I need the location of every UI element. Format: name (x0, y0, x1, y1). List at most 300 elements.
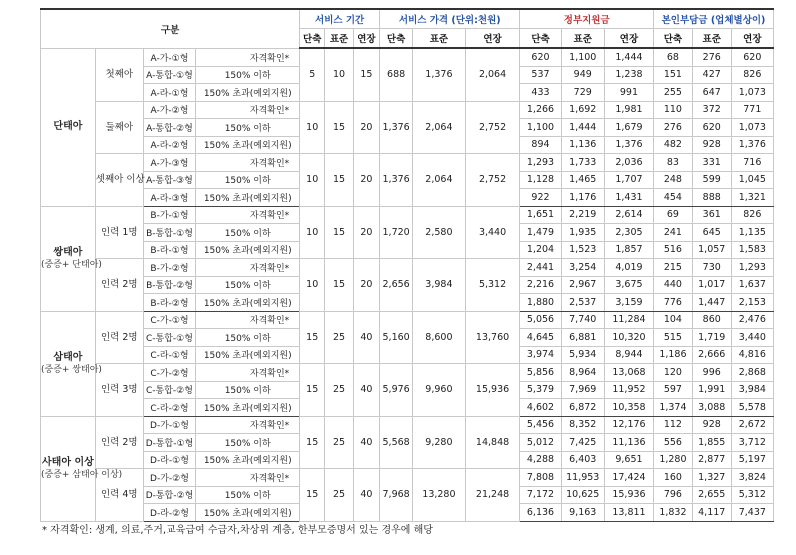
self-pay-value: 888 (692, 189, 731, 207)
gov-support-value: 5,456 (520, 416, 561, 434)
criteria: 150% 이하 (196, 66, 300, 84)
voucher-type: B-가-②형 (143, 259, 196, 277)
gov-support-value: 17,424 (604, 469, 653, 487)
criteria: 150% 이하 (196, 171, 300, 189)
self-pay-value: 255 (654, 84, 693, 102)
header-self-pay: 본인부담금 (업체별상이) (654, 9, 774, 29)
subgroup-label: 인력 2명 (95, 259, 143, 312)
self-pay-value: 69 (654, 206, 693, 224)
header-row-1 (41, 9, 774, 29)
sub-header-short: 단축 (520, 29, 561, 49)
voucher-type: B-라-①형 (143, 241, 196, 259)
service-period-value: 40 (353, 469, 379, 522)
self-pay-value: 1,135 (731, 224, 773, 242)
self-pay-value: 248 (654, 171, 693, 189)
self-pay-value: 771 (731, 101, 773, 119)
gov-support-value: 2,441 (520, 259, 561, 277)
service-price-value: 1,376 (380, 154, 413, 207)
gov-support-value: 620 (520, 48, 561, 66)
service-price-value: 14,848 (465, 416, 520, 469)
criteria: 150% 초과(예외지원) (196, 399, 300, 417)
gov-support-value: 1,707 (604, 171, 653, 189)
service-price-value: 9,960 (413, 364, 466, 417)
gov-support-value: 1,444 (561, 119, 604, 137)
gov-support-value: 1,176 (561, 189, 604, 207)
criteria: 자격확인* (196, 206, 300, 224)
service-price-value: 13,280 (413, 469, 466, 522)
self-pay-value: 860 (692, 311, 731, 329)
voucher-type: A-가-③형 (143, 154, 196, 172)
self-pay-value: 1,073 (731, 84, 773, 102)
criteria: 자격확인* (196, 259, 300, 277)
gov-support-value: 11,284 (604, 311, 653, 329)
service-price-value: 2,752 (465, 154, 520, 207)
self-pay-value: 3,088 (692, 399, 731, 417)
service-period-value: 15 (325, 101, 354, 154)
gov-support-value: 1,431 (604, 189, 653, 207)
self-pay-value: 5,578 (731, 399, 773, 417)
self-pay-value: 620 (731, 48, 773, 66)
self-pay-value: 2,672 (731, 416, 773, 434)
service-price-value: 3,984 (413, 259, 466, 312)
self-pay-value: 7,437 (731, 504, 773, 522)
self-pay-value: 928 (692, 136, 731, 154)
self-pay-value: 4,117 (692, 504, 731, 522)
gov-support-value: 5,056 (520, 311, 561, 329)
subgroup-label: 인력 1명 (95, 206, 143, 259)
service-price-value: 9,280 (413, 416, 466, 469)
sub-header-standard: 표준 (561, 29, 604, 49)
self-pay-value: 1,017 (692, 276, 731, 294)
service-period-value: 15 (300, 364, 325, 417)
subgroup-label: 셋째아 이상 (95, 154, 143, 207)
self-pay-value: 1,855 (692, 434, 731, 452)
gov-support-value: 1,266 (520, 101, 561, 119)
service-period-value: 15 (353, 48, 379, 101)
sub-header-standard: 표준 (325, 29, 354, 49)
service-price-value: 2,580 (413, 206, 466, 259)
subgroup-label: 인력 4명 (95, 469, 143, 522)
self-pay-value: 3,984 (731, 381, 773, 399)
self-pay-value: 1,583 (731, 241, 773, 259)
service-period-value: 10 (300, 259, 325, 312)
service-period-value: 20 (353, 259, 379, 312)
self-pay-value: 120 (654, 364, 693, 382)
gov-support-value: 5,856 (520, 364, 561, 382)
voucher-type: A-가-①형 (143, 48, 196, 66)
gov-support-value: 922 (520, 189, 561, 207)
voucher-type: B-라-②형 (143, 294, 196, 312)
sub-header-extended: 연장 (731, 29, 773, 49)
gov-support-value: 4,602 (520, 399, 561, 417)
service-period-value: 25 (325, 311, 354, 364)
service-period-value: 20 (353, 154, 379, 207)
gov-support-value: 3,254 (561, 259, 604, 277)
self-pay-value: 104 (654, 311, 693, 329)
service-price-value: 8,600 (413, 311, 466, 364)
service-price-value: 5,312 (465, 259, 520, 312)
self-pay-value: 276 (654, 119, 693, 137)
service-price-value: 2,656 (380, 259, 413, 312)
category-label: 삼태아 (53, 351, 83, 363)
criteria: 150% 이하 (196, 224, 300, 242)
gov-support-value: 1,465 (561, 171, 604, 189)
criteria: 자격확인* (196, 469, 300, 487)
gov-support-value: 1,935 (561, 224, 604, 242)
voucher-type: A-통합-①형 (143, 66, 196, 84)
self-pay-value: 83 (654, 154, 693, 172)
voucher-type: C-통합-①형 (143, 329, 196, 347)
service-price-value: 13,760 (465, 311, 520, 364)
self-pay-value: 5,197 (731, 451, 773, 469)
service-price-value: 2,064 (465, 48, 520, 101)
sub-header-short: 단축 (654, 29, 693, 49)
criteria: 150% 이하 (196, 119, 300, 137)
gov-support-value: 1,444 (604, 48, 653, 66)
gov-support-value: 4,019 (604, 259, 653, 277)
gov-support-value: 7,740 (561, 311, 604, 329)
self-pay-value: 1,280 (654, 451, 693, 469)
voucher-type: B-통합-②형 (143, 276, 196, 294)
service-period-value: 10 (300, 206, 325, 259)
gov-support-value: 3,159 (604, 294, 653, 312)
self-pay-value: 440 (654, 276, 693, 294)
self-pay-value: 515 (654, 329, 693, 347)
voucher-type: C-라-①형 (143, 346, 196, 364)
gov-support-value: 1,981 (604, 101, 653, 119)
gov-support-value: 1,733 (561, 154, 604, 172)
self-pay-value: 151 (654, 66, 693, 84)
subgroup-label: 첫째아 (95, 48, 143, 101)
gov-support-value: 4,645 (520, 329, 561, 347)
self-pay-value: 68 (654, 48, 693, 66)
self-pay-value: 160 (654, 469, 693, 487)
service-period-value: 40 (353, 364, 379, 417)
gov-support-value: 7,425 (561, 434, 604, 452)
service-period-value: 10 (300, 154, 325, 207)
voucher-type: C-가-①형 (143, 311, 196, 329)
self-pay-value: 928 (692, 416, 731, 434)
service-period-value: 40 (353, 416, 379, 469)
category-cell (41, 206, 102, 311)
criteria: 150% 초과(예외지원) (196, 189, 300, 207)
criteria: 자격확인* (196, 154, 300, 172)
service-period-value: 15 (325, 206, 354, 259)
gov-support-value: 3,675 (604, 276, 653, 294)
self-pay-value: 1,321 (731, 189, 773, 207)
voucher-type: D-라-①형 (143, 451, 196, 469)
subgroup-label: 인력 2명 (95, 311, 143, 364)
voucher-type: D-통합-①형 (143, 434, 196, 452)
gov-support-value: 949 (561, 66, 604, 84)
criteria: 150% 이하 (196, 434, 300, 452)
voucher-type: A-통합-③형 (143, 171, 196, 189)
self-pay-value: 215 (654, 259, 693, 277)
sub-header-short: 단축 (380, 29, 413, 49)
self-pay-value: 645 (692, 224, 731, 242)
gov-support-value: 7,172 (520, 486, 561, 504)
gov-support-value: 1,651 (520, 206, 561, 224)
criteria: 150% 이하 (196, 276, 300, 294)
sub-header-extended: 연장 (604, 29, 653, 49)
criteria: 150% 초과(예외지원) (196, 294, 300, 312)
gov-support-value: 2,967 (561, 276, 604, 294)
self-pay-value: 1,327 (692, 469, 731, 487)
gov-support-value: 11,953 (561, 469, 604, 487)
gov-support-value: 6,872 (561, 399, 604, 417)
self-pay-value: 2,476 (731, 311, 773, 329)
voucher-type: C-통합-②형 (143, 381, 196, 399)
service-price-value: 1,376 (413, 48, 466, 101)
gov-support-value: 1,238 (604, 66, 653, 84)
gov-support-value: 5,012 (520, 434, 561, 452)
table-row (41, 259, 774, 277)
sub-header-standard: 표준 (413, 29, 466, 49)
gov-support-value: 2,216 (520, 276, 561, 294)
self-pay-value: 241 (654, 224, 693, 242)
category-sublabel: (중증+ 단태아) (41, 259, 102, 270)
self-pay-value: 1,832 (654, 504, 693, 522)
gov-support-value: 13,811 (604, 504, 653, 522)
criteria: 자격확인* (196, 416, 300, 434)
gov-support-value: 1,136 (561, 136, 604, 154)
gov-support-value: 1,100 (561, 48, 604, 66)
self-pay-value: 776 (654, 294, 693, 312)
gov-support-value: 729 (561, 84, 604, 102)
gov-support-value: 2,614 (604, 206, 653, 224)
voucher-type: A-가-②형 (143, 101, 196, 119)
voucher-price-table (40, 8, 774, 522)
gov-support-value: 1,204 (520, 241, 561, 259)
gov-support-value: 6,403 (561, 451, 604, 469)
gov-support-value: 13,068 (604, 364, 653, 382)
gov-support-value: 894 (520, 136, 561, 154)
service-period-value: 25 (325, 416, 354, 469)
service-period-value: 15 (325, 259, 354, 312)
footnote: * 자격확인: 생계, 의료,주거,교육급여 수급자,차상위 계층, 한부모증명서 있는 경우에 해당 (42, 525, 433, 536)
gov-support-value: 2,537 (561, 294, 604, 312)
service-price-value: 2,752 (465, 101, 520, 154)
gov-support-value: 6,881 (561, 329, 604, 347)
self-pay-value: 1,719 (692, 329, 731, 347)
gov-support-value: 1,692 (561, 101, 604, 119)
self-pay-value: 796 (654, 486, 693, 504)
voucher-type: A-라-③형 (143, 189, 196, 207)
service-price-value: 7,968 (380, 469, 413, 522)
gov-support-value: 2,219 (561, 206, 604, 224)
voucher-type: A-라-①형 (143, 84, 196, 102)
gov-support-value: 2,036 (604, 154, 653, 172)
gov-support-value: 1,128 (520, 171, 561, 189)
self-pay-value: 2,666 (692, 346, 731, 364)
gov-support-value: 9,651 (604, 451, 653, 469)
gov-support-value: 7,808 (520, 469, 561, 487)
gov-support-value: 1,679 (604, 119, 653, 137)
service-period-value: 10 (300, 101, 325, 154)
gov-support-value: 11,952 (604, 381, 653, 399)
self-pay-value: 2,153 (731, 294, 773, 312)
service-price-value: 1,720 (380, 206, 413, 259)
voucher-type: B-통합-①형 (143, 224, 196, 242)
criteria: 자격확인* (196, 311, 300, 329)
self-pay-value: 112 (654, 416, 693, 434)
self-pay-value: 2,877 (692, 451, 731, 469)
header-category: 구분 (41, 9, 300, 48)
self-pay-value: 110 (654, 101, 693, 119)
gov-support-value: 5,934 (561, 346, 604, 364)
criteria: 150% 초과(예외지원) (196, 84, 300, 102)
gov-support-value: 12,176 (604, 416, 653, 434)
criteria: 자격확인* (196, 48, 300, 66)
self-pay-value: 372 (692, 101, 731, 119)
category-cell (41, 48, 96, 206)
table-row (41, 154, 774, 172)
criteria: 150% 이하 (196, 381, 300, 399)
service-period-value: 15 (325, 154, 354, 207)
service-price-value: 5,160 (380, 311, 413, 364)
self-pay-value: 1,447 (692, 294, 731, 312)
self-pay-value: 2,655 (692, 486, 731, 504)
criteria: 150% 초과(예외지원) (196, 136, 300, 154)
service-price-value: 1,376 (380, 101, 413, 154)
table-row (41, 206, 774, 224)
criteria: 150% 초과(예외지원) (196, 241, 300, 259)
table-row (41, 48, 774, 66)
gov-support-value: 8,944 (604, 346, 653, 364)
gov-support-value: 1,857 (604, 241, 653, 259)
service-price-value: 2,064 (413, 101, 466, 154)
self-pay-value: 1,374 (654, 399, 693, 417)
self-pay-value: 556 (654, 434, 693, 452)
self-pay-value: 454 (654, 189, 693, 207)
voucher-type: D-통합-②형 (143, 486, 196, 504)
self-pay-value: 5,312 (731, 486, 773, 504)
self-pay-value: 826 (731, 66, 773, 84)
self-pay-value: 276 (692, 48, 731, 66)
self-pay-value: 730 (692, 259, 731, 277)
voucher-type: D-가-①형 (143, 416, 196, 434)
gov-support-value: 2,305 (604, 224, 653, 242)
gov-support-value: 11,136 (604, 434, 653, 452)
service-price-value: 15,936 (465, 364, 520, 417)
criteria: 자격확인* (196, 364, 300, 382)
voucher-type: D-가-②형 (143, 469, 196, 487)
self-pay-value: 620 (692, 119, 731, 137)
criteria: 자격확인* (196, 101, 300, 119)
subgroup-label: 둘째아 (95, 101, 143, 154)
voucher-type: B-가-①형 (143, 206, 196, 224)
self-pay-value: 1,073 (731, 119, 773, 137)
service-period-value: 40 (353, 311, 379, 364)
criteria: 150% 초과(예외지원) (196, 504, 300, 522)
self-pay-value: 3,824 (731, 469, 773, 487)
criteria: 150% 이하 (196, 329, 300, 347)
voucher-type: A-통합-②형 (143, 119, 196, 137)
service-period-value: 20 (353, 101, 379, 154)
self-pay-value: 482 (654, 136, 693, 154)
self-pay-value: 4,816 (731, 346, 773, 364)
self-pay-value: 1,186 (654, 346, 693, 364)
gov-support-value: 1,523 (561, 241, 604, 259)
voucher-type: C-라-②형 (143, 399, 196, 417)
category-label: 단태아 (53, 121, 83, 132)
criteria: 150% 이하 (196, 486, 300, 504)
category-label: 사태아 이상 (42, 456, 94, 468)
self-pay-value: 1,637 (731, 276, 773, 294)
service-price-value: 2,064 (413, 154, 466, 207)
service-period-value: 10 (325, 48, 354, 101)
gov-support-value: 15,936 (604, 486, 653, 504)
subgroup-label: 인력 3명 (95, 364, 143, 417)
gov-support-value: 9,163 (561, 504, 604, 522)
gov-support-value: 1,880 (520, 294, 561, 312)
gov-support-value: 3,974 (520, 346, 561, 364)
gov-support-value: 991 (604, 84, 653, 102)
table-row (41, 364, 774, 382)
gov-support-value: 1,376 (604, 136, 653, 154)
service-price-value: 3,440 (465, 206, 520, 259)
criteria: 150% 초과(예외지원) (196, 346, 300, 364)
self-pay-value: 3,440 (731, 329, 773, 347)
self-pay-value: 716 (731, 154, 773, 172)
service-period-value: 15 (300, 416, 325, 469)
gov-support-value: 433 (520, 84, 561, 102)
category-sublabel: (중증+ 삼태아 이상) (41, 469, 123, 480)
self-pay-value: 1,376 (731, 136, 773, 154)
service-period-value: 20 (353, 206, 379, 259)
service-price-value: 688 (380, 48, 413, 101)
self-pay-value: 427 (692, 66, 731, 84)
gov-support-value: 10,358 (604, 399, 653, 417)
self-pay-value: 331 (692, 154, 731, 172)
self-pay-value: 647 (692, 84, 731, 102)
header-service-price: 서비스 가격 (단위:천원) (380, 9, 520, 29)
service-period-value: 15 (300, 311, 325, 364)
table-row (41, 311, 774, 329)
service-period-value: 25 (325, 469, 354, 522)
subgroup-label: 인력 2명 (95, 416, 143, 469)
service-price-value: 21,248 (465, 469, 520, 522)
gov-support-value: 8,352 (561, 416, 604, 434)
self-pay-value: 826 (731, 206, 773, 224)
self-pay-value: 361 (692, 206, 731, 224)
gov-support-value: 1,100 (520, 119, 561, 137)
voucher-type: C-가-②형 (143, 364, 196, 382)
self-pay-value: 1,991 (692, 381, 731, 399)
service-period-value: 25 (325, 364, 354, 417)
self-pay-value: 1,293 (731, 259, 773, 277)
gov-support-value: 5,379 (520, 381, 561, 399)
criteria: 150% 초과(예외지원) (196, 451, 300, 469)
sub-header-short: 단축 (300, 29, 325, 49)
sub-header-extended: 연장 (353, 29, 379, 49)
service-price-value: 5,976 (380, 364, 413, 417)
category-cell (41, 311, 102, 416)
service-price-value: 5,568 (380, 416, 413, 469)
self-pay-value: 516 (654, 241, 693, 259)
self-pay-value: 599 (692, 171, 731, 189)
self-pay-value: 2,868 (731, 364, 773, 382)
self-pay-value: 1,045 (731, 171, 773, 189)
self-pay-value: 996 (692, 364, 731, 382)
gov-support-value: 4,288 (520, 451, 561, 469)
table-body (41, 48, 774, 521)
category-sublabel: (중증+ 쌍태아) (41, 364, 102, 375)
gov-support-value: 10,320 (604, 329, 653, 347)
gov-support-value: 6,136 (520, 504, 561, 522)
self-pay-value: 1,057 (692, 241, 731, 259)
gov-support-value: 8,964 (561, 364, 604, 382)
